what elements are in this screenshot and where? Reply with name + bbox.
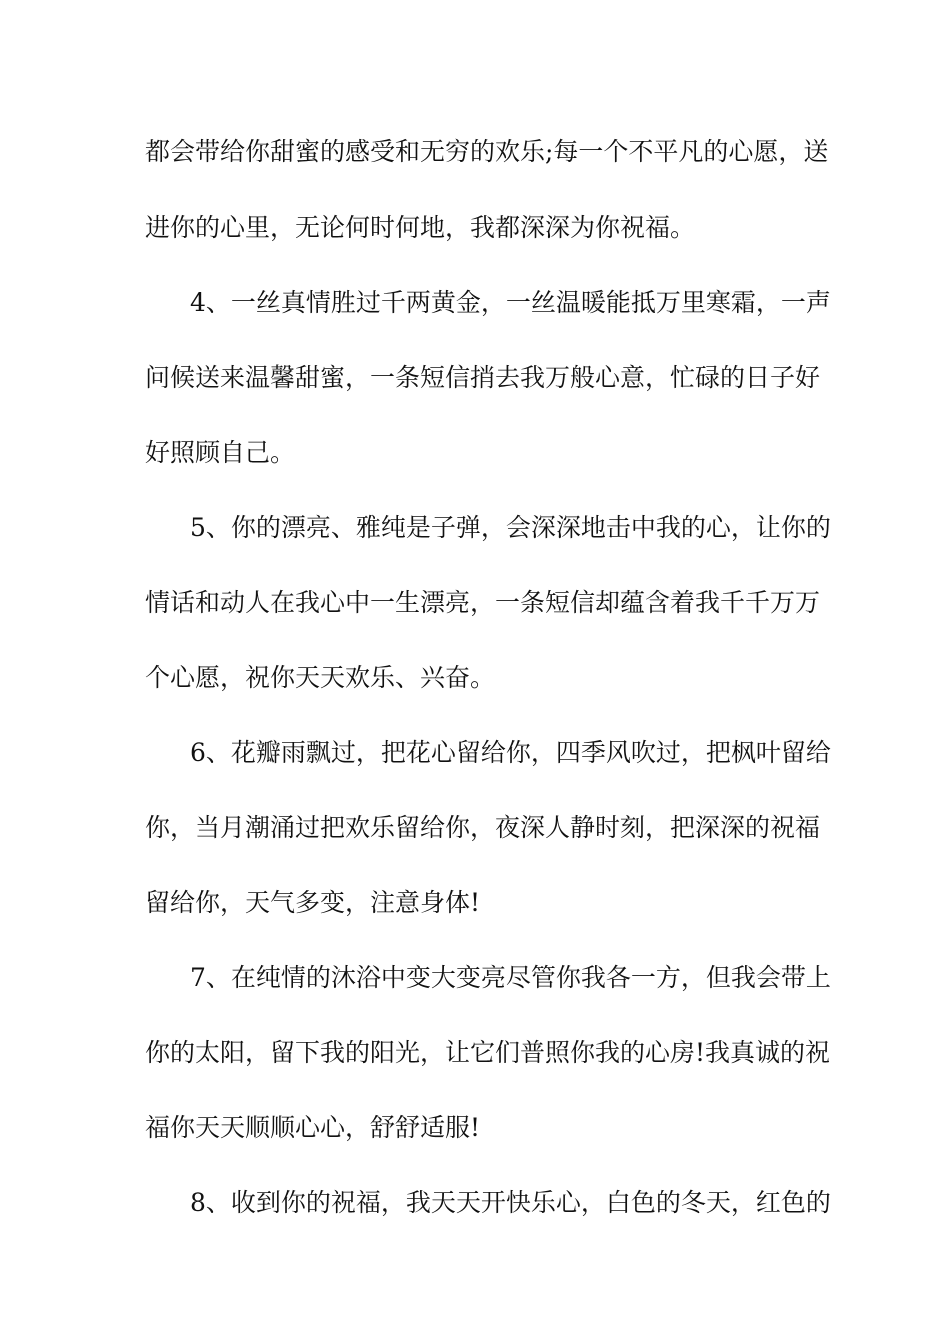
text-line: 好照顾自己。 bbox=[145, 438, 296, 467]
text-line: 进你的心里，无论何时何地，我都深深为你祝福。 bbox=[145, 213, 696, 242]
text-line: 你，当月潮涌过把欢乐留给你，夜深人静时刻，把深深的祝福 bbox=[145, 813, 821, 842]
text-line: 福你天天顺顺心心，舒舒适服! bbox=[145, 1113, 481, 1142]
text-line: 你的太阳，留下我的阳光，让它们普照你我的心房!我真诚的祝 bbox=[145, 1038, 831, 1067]
text-line: 都会带给你甜蜜的感受和无穷的欢乐;每一个不平凡的心愿，送 bbox=[145, 137, 829, 166]
paragraph-start-6: 6、花瓣雨飘过，把花心留给你，四季风吹过，把枫叶留给 bbox=[190, 738, 831, 767]
text-line: 问候送来温馨甜蜜，一条短信捎去我万般心意，忙碌的日子好 bbox=[145, 363, 821, 392]
paragraph-start-8: 8、收到你的祝福，我天天开快乐心，白色的冬天，红色的 bbox=[190, 1188, 831, 1217]
text-line: 留给你，天气多变，注意身体! bbox=[145, 888, 481, 917]
paragraph-start-4: 4、一丝真情胜过千两黄金，一丝温暖能抵万里寒霜，一声 bbox=[190, 288, 831, 317]
paragraph-start-5: 5、你的漂亮、雅纯是子弹，会深深地击中我的心，让你的 bbox=[190, 513, 831, 542]
paragraph-start-7: 7、在纯情的沐浴中变大变亮尽管你我各一方，但我会带上 bbox=[190, 963, 831, 992]
text-line: 个心愿，祝你天天欢乐、兴奋。 bbox=[145, 663, 496, 692]
text-line: 情话和动人在我心中一生漂亮，一条短信却蕴含着我千千万万 bbox=[145, 588, 821, 617]
